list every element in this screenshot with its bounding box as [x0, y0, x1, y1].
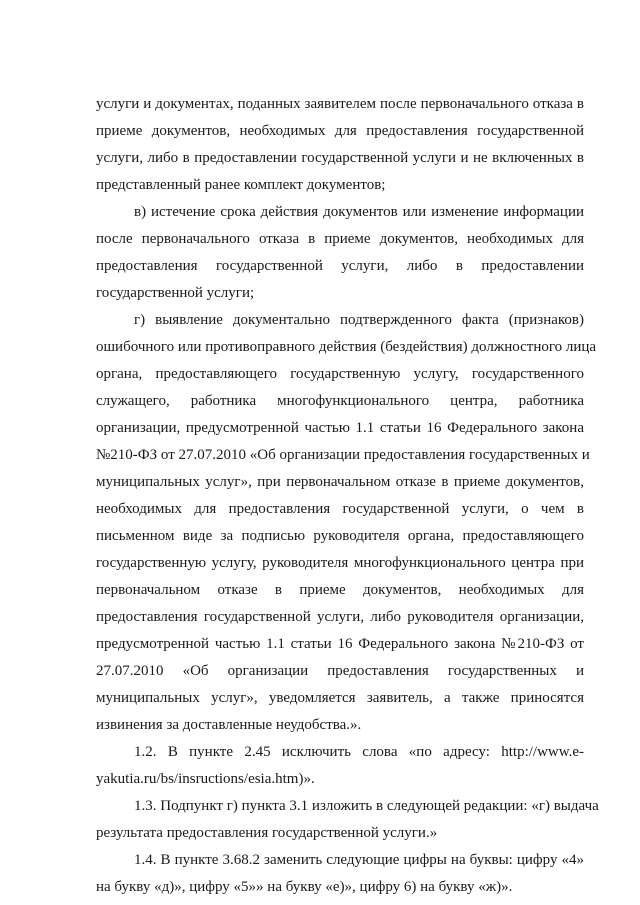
text-line: yakutia.ru/bs/insructions/esia.htm)».	[96, 771, 315, 787]
text-line: предоставления государственной услуги, либо руководителя организации,	[96, 609, 584, 625]
text-line: услуги и документах, поданных заявителем после первоначального отказа в	[96, 96, 584, 112]
text-line: служащего, работника многофункционального центра, работника	[96, 393, 584, 409]
text-line: результата предоставления государственной услуги.»	[96, 825, 438, 841]
text-line: предоставления государственной услуги, либо в предоставлении	[96, 258, 584, 274]
text-line: муниципальных услуг», уведомляется заявитель, а также приносятся	[96, 690, 584, 706]
text-line: после первоначального отказа в приеме документов, необходимых для	[96, 231, 584, 247]
text-line: необходимых для предоставления государственной услуги, о чем в	[96, 501, 584, 517]
text-line: муниципальных услуг», при первоначальном отказе в приеме документов,	[96, 474, 584, 490]
text-line: предусмотренной частью 1.1 статьи 16 Федерального закона №210-ФЗ от	[96, 636, 584, 652]
text-line: 27.07.2010 «Об организации предоставления государственных и	[96, 663, 584, 679]
text-line: государственную услугу, руководителя многофункционального центра при	[96, 555, 584, 571]
text-line: письменном виде за подписью руководителя органа, предоставляющего	[96, 528, 584, 544]
text-line: органа, предоставляющего государственную услугу, государственного	[96, 366, 584, 382]
text-line: услуги, либо в предоставлении государственной услуги и не включенных в	[96, 150, 584, 166]
text-line: 1.2. В пункте 2.45 исключить слова «по адресу: http://www.e-	[134, 744, 584, 760]
text-line: на букву «д)», цифру «5»» на букву «е)», цифру 6) на букву «ж)».	[96, 879, 513, 895]
text-line: г) выявление документально подтвержденного факта (признаков)	[134, 312, 584, 328]
text-line: приеме документов, необходимых для предоставления государственной	[96, 123, 584, 139]
text-line: ошибочного или противоправного действия (бездействия) должностного лица	[96, 339, 597, 355]
text-line: в) истечение срока действия документов или изменение информации	[134, 204, 584, 220]
text-line: организации, предусмотренной частью 1.1 статьи 16 Федерального закона	[96, 420, 584, 436]
text-line: представленный ранее комплект документов;	[96, 177, 386, 193]
text-line: государственной услуги;	[96, 285, 255, 301]
text-line: первоначальном отказе в приеме документов, необходимых для	[96, 582, 584, 598]
text-line: извинения за доставленные неудобства.».	[96, 717, 362, 733]
text-line: 1.3. Подпункт г) пункта 3.1 изложить в следующей редакции: «г) выдача	[134, 798, 599, 814]
text-line: 1.4. В пункте 3.68.2 заменить следующие цифры на буквы: цифру «4»	[134, 852, 584, 868]
text-line: №210-ФЗ от 27.07.2010 «Об организации предоставления государственных и	[96, 447, 590, 463]
